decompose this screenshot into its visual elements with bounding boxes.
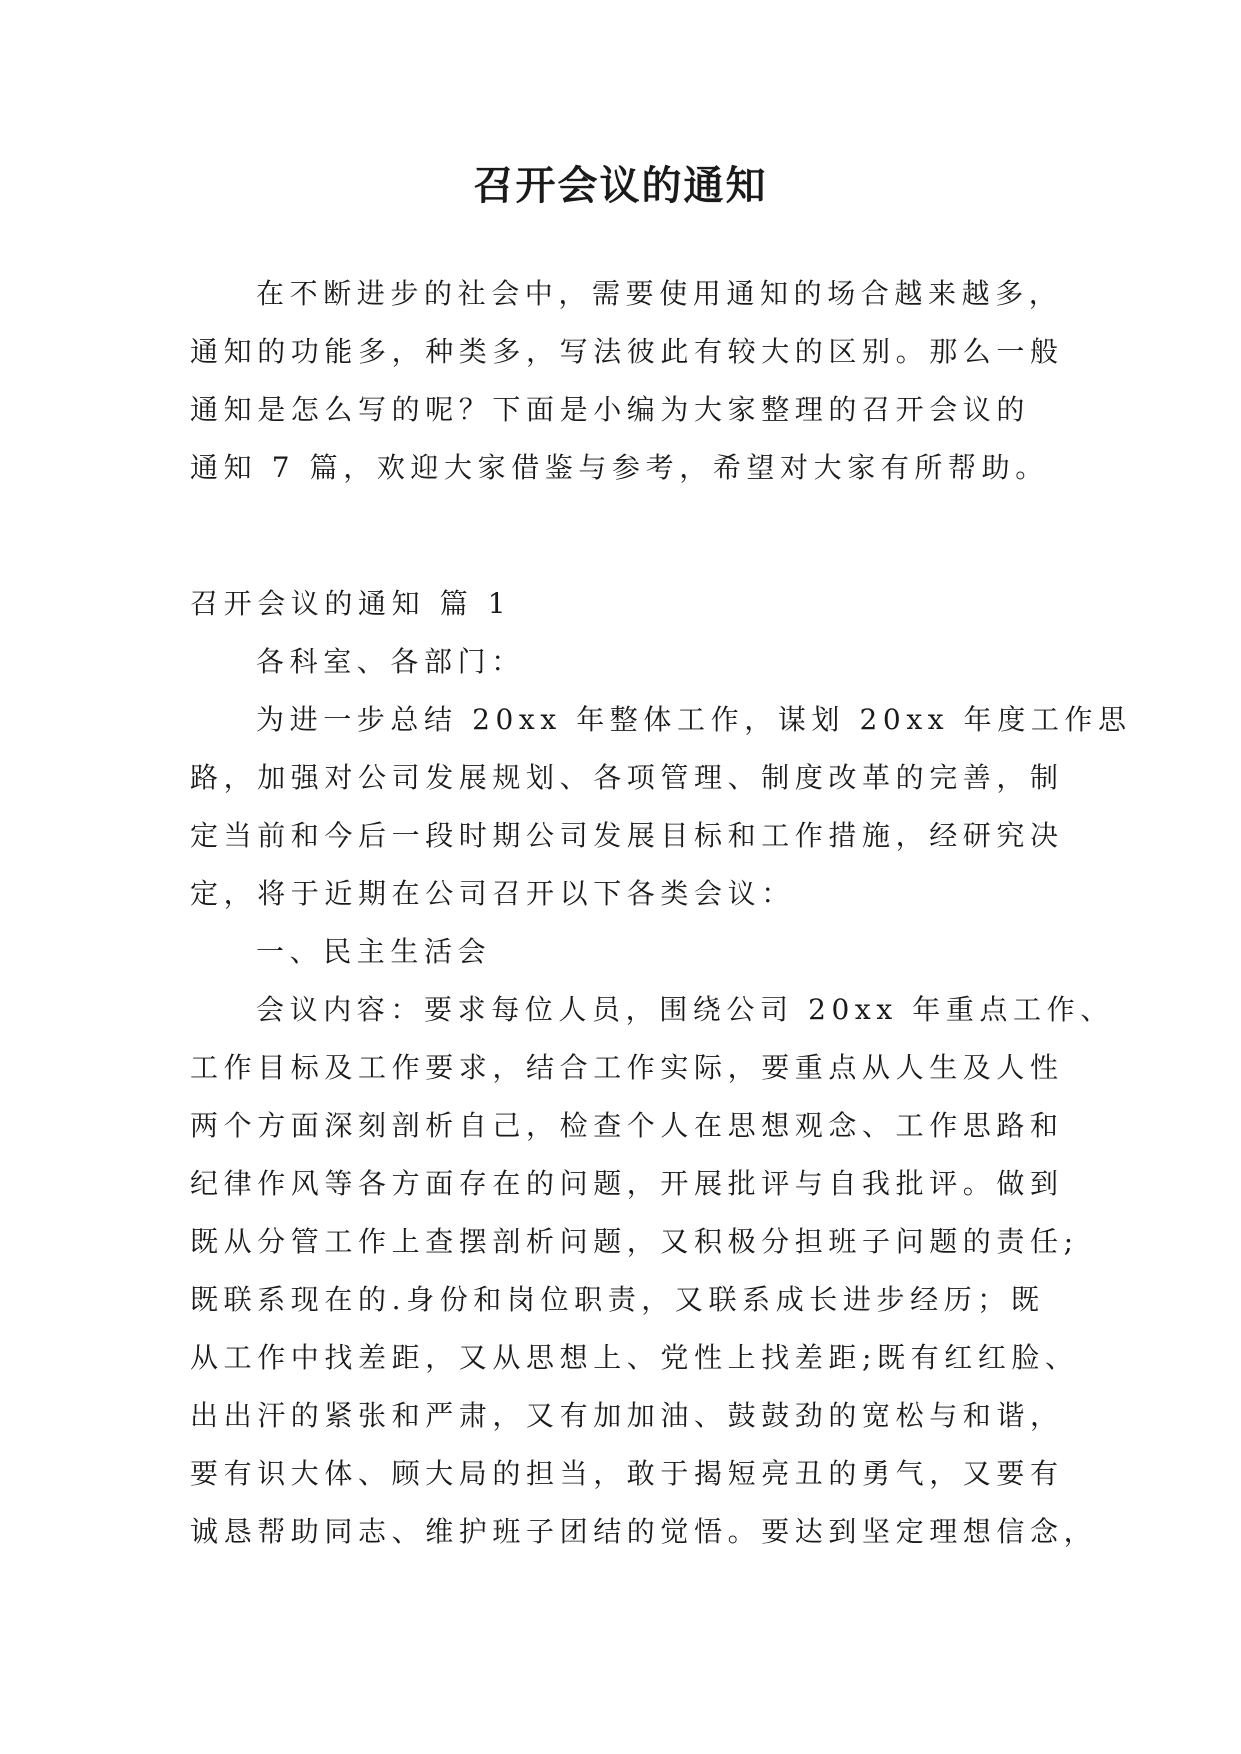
paragraph-line: 定，将于近期在公司召开以下各类会议：: [190, 877, 795, 910]
paragraph-line: 纪律作风等各方面存在的问题，开展批评与自我批评。做到: [190, 1167, 1064, 1200]
paragraph-line: 出出汗的紧张和严肃，又有加加油、鼓鼓劲的宽松与和谐，: [190, 1399, 1064, 1432]
paragraph-line: 诚恳帮助同志、维护班子团结的觉悟。要达到坚定理想信念，: [190, 1515, 1098, 1548]
intro-line: 通知 7 篇，欢迎大家借鉴与参考，希望对大家有所帮助。: [190, 451, 1049, 484]
section-heading: 召开会议的通知 篇 1: [190, 587, 512, 620]
paragraph-line: 既联系现在的.身份和岗位职责，又联系成长进步经历；既: [190, 1283, 1045, 1316]
section-1: [190, 575, 1132, 1561]
paragraph-line: 为进一步总结 20xx 年整体工作，谋划 20xx 年度工作思: [256, 703, 1132, 736]
paragraph-line: 两个方面深刻剖析自己，检查个人在思想观念、工作思路和: [190, 1109, 1064, 1142]
paragraph-line: 定当前和今后一段时期公司发展目标和工作措施，经研究决: [190, 819, 1064, 852]
paragraph-line: 既从分管工作上查摆剖析问题，又积极分担班子问题的责任;: [190, 1225, 1079, 1258]
intro-paragraph: [190, 265, 1070, 497]
paragraph-line: 要有识大体、顾大局的担当，敢于揭短亮丑的勇气，又要有: [190, 1457, 1064, 1490]
intro-line: 在不断进步的社会中，需要使用通知的场合越来越多，: [256, 277, 1063, 310]
intro-line: 通知的功能多，种类多，写法彼此有较大的区别。那么一般: [190, 335, 1064, 368]
document-title: 召开会议的通知: [473, 162, 768, 209]
paragraph-line: 工作目标及工作要求，结合工作实际，要重点从人生及人性: [190, 1051, 1064, 1084]
paragraph-line: 会议内容：要求每位人员，围绕公司 20xx 年重点工作、: [256, 993, 1114, 1026]
paragraph-line: 从工作中找差距，又从思想上、党性上找差距;既有红红脸、: [190, 1341, 1079, 1374]
salutation: 各科室、各部门：: [256, 645, 525, 678]
intro-line: 通知是怎么写的呢？下面是小编为大家整理的召开会议的: [190, 393, 1031, 426]
paragraph-line: 路，加强对公司发展规划、各项管理、制度改革的完善，制: [190, 761, 1064, 794]
item-heading: 一、民主生活会: [256, 935, 492, 968]
